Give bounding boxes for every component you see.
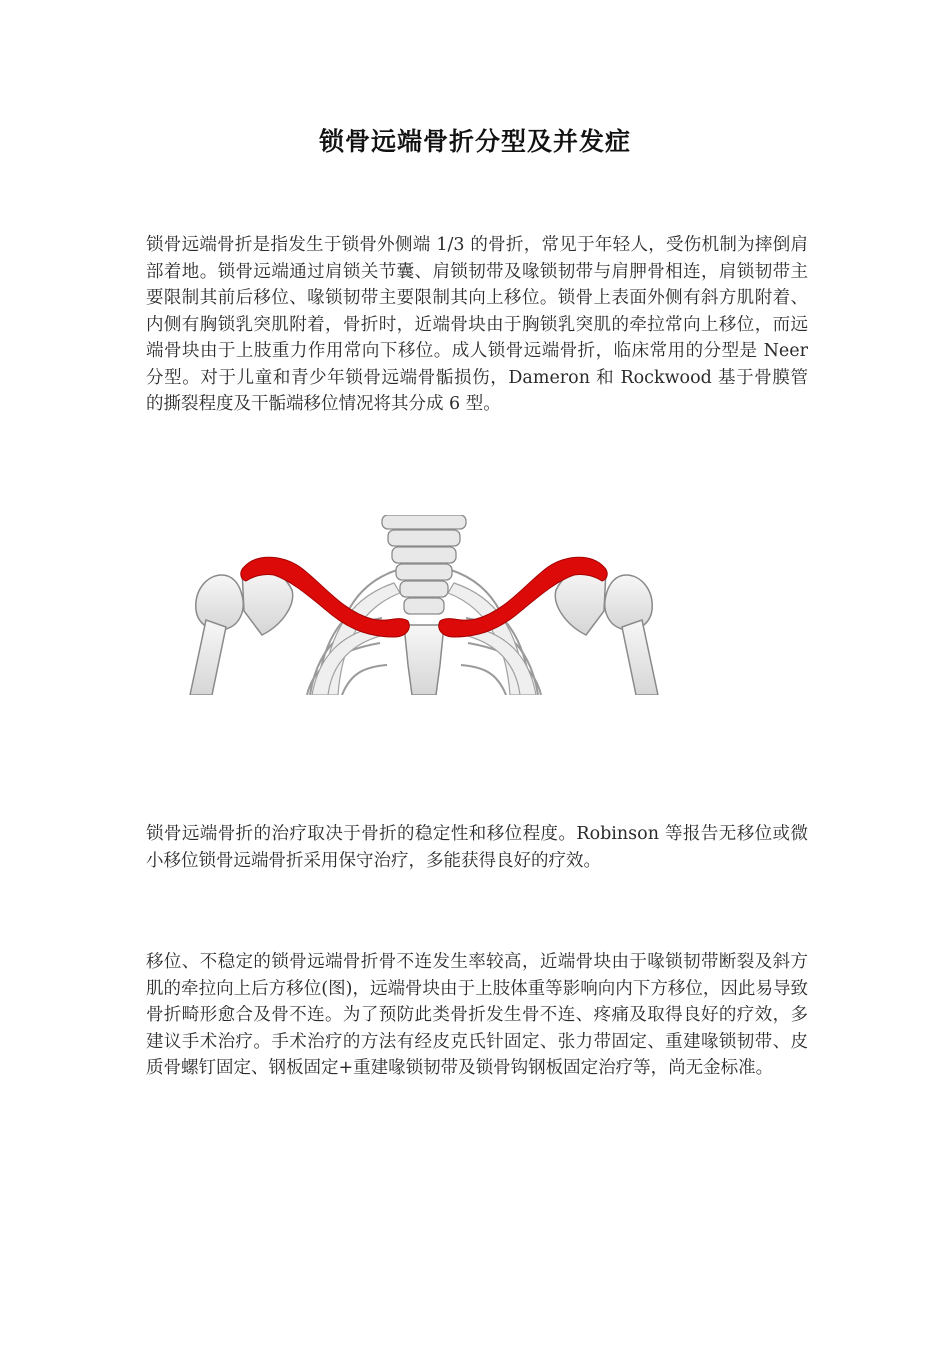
right-shoulder	[555, 567, 658, 695]
paragraph-treatment: 锁骨远端骨折的治疗取决于骨折的稳定性和移位程度。Robinson 等报告无移位或微小移位锁骨远端骨折采用保守治疗，多能获得良好的疗效。	[146, 824, 808, 871]
cervical-spine	[382, 515, 466, 614]
left-shoulder	[190, 567, 293, 695]
paragraph-intro: 锁骨远端骨折是指发生于锁骨外侧端 1/3 的骨折，常见于年轻人，受伤机制为摔倒肩部着地。锁骨远端通过肩锁关节囊、肩锁韧带及喙锁韧带与肩胛骨相连，肩锁韧带主要限制其前后移位、喙锁韧带主要限制其向上移位。锁骨上表面外侧有斜方肌附着、内侧有胸锁乳突肌附着，骨折时，近端骨块由于胸锁乳突肌的牵拉常向上移位，而远端骨块由于上肢重力作用常向下移位。成人锁骨远端骨折，临床常用的分型是 Neer 分型。对于儿童和青少年锁骨远端骨骺损伤，Dameron 和 Rockwood 基于骨膜管的撕裂程度及干骺端移位情况将其分成 6 型。	[146, 235, 808, 414]
document-title: 锁骨远端骨折分型及并发症	[318, 127, 631, 156]
clavicle-skeleton-image	[182, 515, 666, 695]
sternum	[404, 625, 444, 695]
paragraph-complications: 移位、不稳定的锁骨远端骨折骨不连发生率较高，近端骨块由于喙锁韧带断裂及斜方肌的牵拉向上后方移位(图)，远端骨块由于上肢体重等影响向内下方移位，因此易导致骨折畸形愈合及骨不连。为了预防此类骨折发生骨不连、疼痛及取得良好的疗效，多建议手术治疗。手术治疗的方法有经皮克氏针固定、张力带固定、重建喙锁韧带、皮质骨螺钉固定、钢板固定+重建喙锁韧带及锁骨钩钢板固定治疗等，尚无金标准。	[146, 952, 808, 1078]
